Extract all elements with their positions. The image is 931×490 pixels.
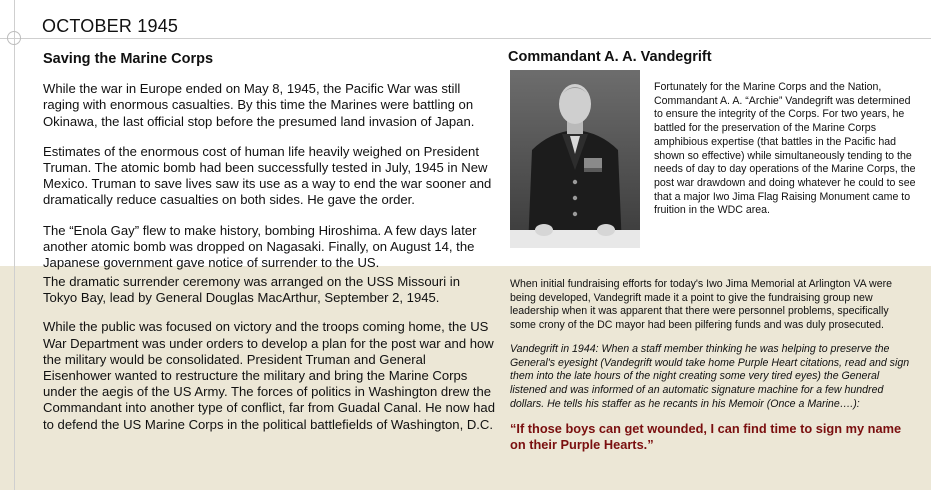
paragraph-truman: Estimates of the enormous cost of human life heavily weighed on President Truman. The atomic bomb had been successfully tested in July, 1945 in New Mexico. Truman to save lives saw its use as a way to end the war sooner and dramatically reduce casualties on both sides. He gave the order. [43,143,492,208]
left-heading: Saving the Marine Corps [43,51,214,67]
left-upper-column [43,51,493,285]
right-lower-column [510,278,915,463]
portrait-illustration [510,70,640,248]
crosshair-icon [7,31,21,45]
paragraph-surrender: The dramatic surrender ceremony was arranged on the USS Missouri in Tokyo Bay, lead by General Douglas MacArthur, September 2, 1945. [43,274,460,306]
paragraph-pacific-war: While the war in Europe ended on May 8, 1945, the Pacific War was still raging with enormous casualties. By this time the Marines were battling on Okinawa, the last official stop before the presumed land invasion of Japan. [43,81,475,129]
commandant-bio: Fortunately for the Marine Corps and the Nation, Commandant A. A. “Archie” Vandegrift was determined to ensure the integrity of the Corps. For two years, he battled for the preservation of the Marine Corps amphibious expertise (that battles in the Pacific had shown so effective) while simultaneously tending to the needs of day to day operations of the Marine Corps, the post war drawdown and doing whatever he could to see that a major Iwo Jima Flag Raising Monument came to fruition in the WDC area. [654,81,916,217]
left-guide-line [14,0,15,490]
header-divider [0,38,931,39]
paragraph-enola-gay: The “Enola Gay” flew to make history, bombing Hiroshima. A few days later another atomic bomb was dropped on Nagasaki. Finally, on August 14, the Japanese government gave notice of surrender to the US. [43,222,477,271]
purple-heart-quote: “If those boys can get wounded, I can find time to sign my name on their Purple Hearts.” [510,421,902,453]
anecdote-paragraph: Vandegrift in 1944: When a staff member thinking he was helping to preserve the General's eyesight (Vandegrift would take home Purple Heart citations, read and sign them into the late hours of the night creating some very tired eyes) the General listened and was informed of an automatic signature machine for a few hundred dollars. He tells his staffer as he recants in his Memoir (Once a Marine….): [510,342,910,410]
left-lower-column [43,274,495,446]
page-title: OCTOBER 1945 [42,16,179,36]
fundraising-paragraph: When initial fundraising efforts for today's Iwo Jima Memorial at Arlington VA were being developed, Vandegrift made it a point to give the fundraising group new leadership when it was apparent that there were personnel problems, specifically some crony of the DC mayor had been pilfering funds and was duly prosecuted. [510,278,892,332]
right-heading: Commandant A. A. Vandegrift [508,49,712,65]
portrait-photo [510,70,640,248]
paragraph-restructure: While the public was focused on victory and the troops coming home, the US War Department was under orders to develop a plan for the post war and how the military would be consolidated. President Truman and General Eisenhower wanted to restructure the military and bring the Marine Corps under the aegis of the US Army. The forces of politics in Washington drew the Commandant into another type of conflict, far from Guadal Canal. He now had to defend the US Marine Corps in the political battlefields of Washington, D.C. [43,319,495,432]
